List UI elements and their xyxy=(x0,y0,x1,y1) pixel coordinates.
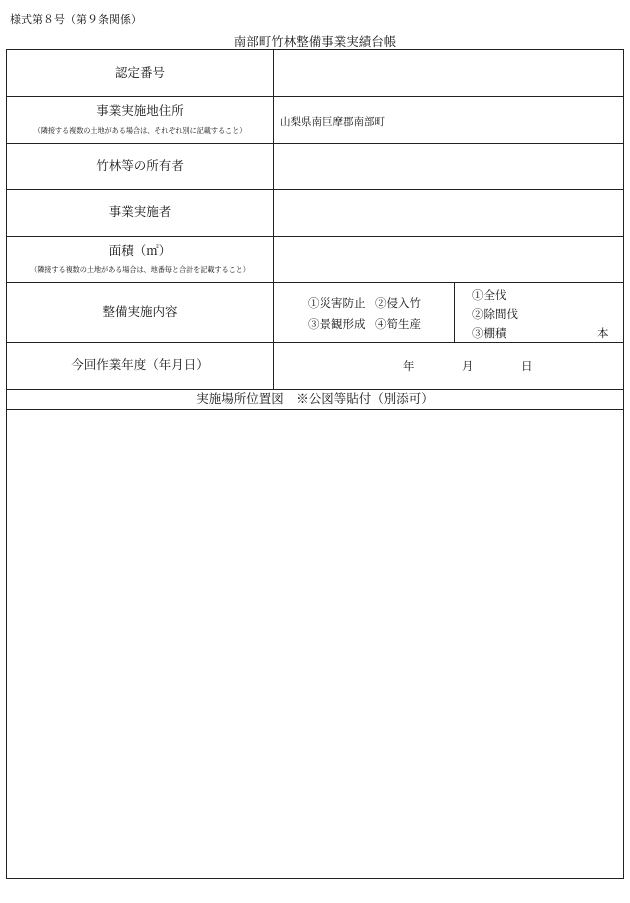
method-option-stacking[interactable]: ③棚積 xyxy=(472,326,507,340)
implementer-label: 事業実施者 xyxy=(108,204,172,220)
method-option-clearcut[interactable]: ①全伐 xyxy=(472,288,507,302)
work-date-label-cell xyxy=(7,342,273,389)
implementer-label-cell xyxy=(7,189,273,236)
area-label: 面積（㎡） xyxy=(108,242,172,258)
stacking-unit: 本 xyxy=(597,326,609,340)
page-title: 南部町竹林整備事業実績台帳 xyxy=(233,34,397,49)
column-divider xyxy=(273,50,274,389)
month-unit[interactable]: 月 xyxy=(462,359,474,373)
owner-label-cell xyxy=(7,143,273,189)
purpose-option-shoots[interactable]: ④筍生産 xyxy=(375,317,421,331)
map-attachment-area[interactable] xyxy=(7,410,623,878)
purpose-option-disaster[interactable]: ①災害防止 xyxy=(308,296,366,310)
record-form-table xyxy=(6,49,624,879)
cert-number-label-cell xyxy=(7,50,273,96)
cert-number-label: 認定番号 xyxy=(114,64,165,80)
form-number: 様式第８号（第９条関係） xyxy=(10,13,142,26)
column-divider xyxy=(454,282,455,342)
address-note: （隣接する複数の土地がある場合は、それぞれ別に記載すること） xyxy=(33,125,247,135)
address-field[interactable]: 山梨県南巨摩郡南部町 xyxy=(280,116,385,128)
content-label-cell xyxy=(7,282,273,342)
map-header-label: 実施場所位置図 ※公図等貼付（別添可） xyxy=(196,390,434,406)
address-label: 事業実施地住所 xyxy=(96,103,184,119)
area-label-cell xyxy=(7,236,273,282)
address-label-cell xyxy=(7,96,273,143)
owner-label: 竹林等の所有者 xyxy=(96,157,184,173)
purpose-option-landscape[interactable]: ③景観形成 xyxy=(308,317,366,331)
purpose-option-invasive[interactable]: ②侵入竹 xyxy=(375,296,421,310)
day-unit[interactable]: 日 xyxy=(521,359,533,373)
method-option-thinning[interactable]: ②除間伐 xyxy=(472,307,518,321)
content-label: 整備実施内容 xyxy=(102,303,178,319)
map-header-cell xyxy=(7,389,623,409)
area-note: （隣接する複数の土地がある場合は、地番毎と合計を記載すること） xyxy=(30,265,250,275)
work-date-label: 今回作業年度（年月日） xyxy=(71,357,209,373)
year-unit[interactable]: 年 xyxy=(403,359,415,373)
